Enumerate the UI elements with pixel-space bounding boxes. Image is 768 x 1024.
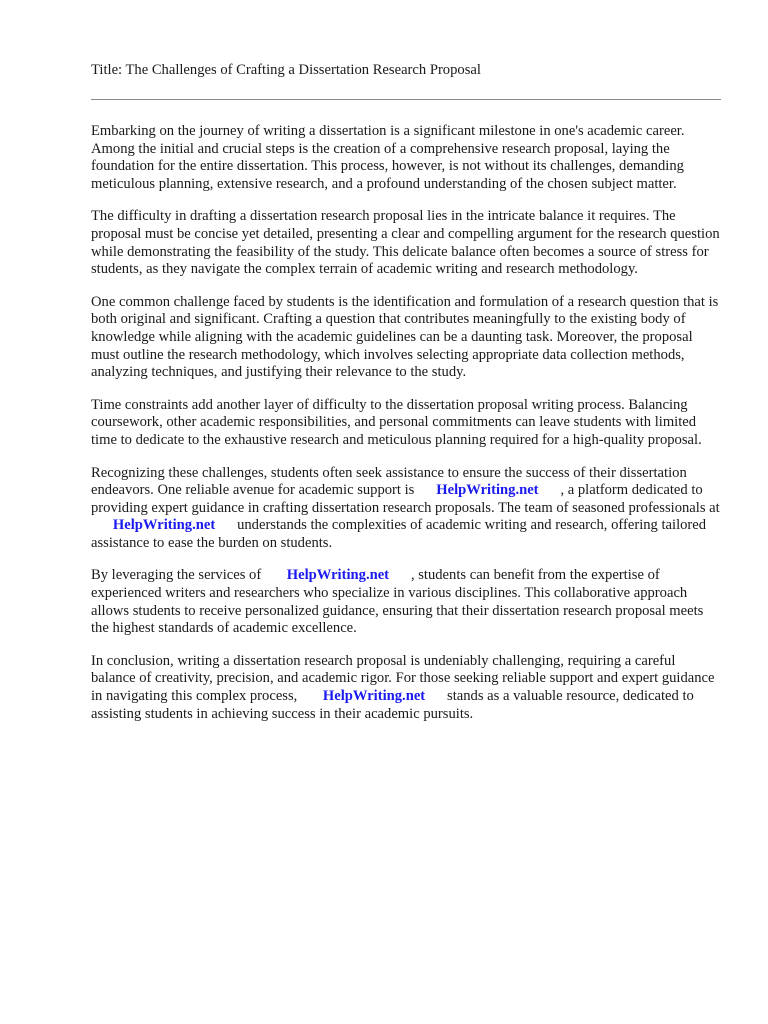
helpwriting-link-1[interactable]: HelpWriting.net <box>436 482 539 499</box>
paragraph-assistance-text-2: , a platform dedicated to providing expert guidance in crafting dissertation research proposals. The team of seasoned professionals at <box>91 482 720 516</box>
paragraph-assistance-text-3: understands the complexities of academic writing and research, offering tailored assistance to ease the burden on students. <box>91 517 707 551</box>
document-body <box>91 123 721 723</box>
document-page <box>91 60 721 738</box>
helpwriting-link-3[interactable]: HelpWriting.net <box>286 567 390 584</box>
paragraph-services <box>91 567 721 637</box>
helpwriting-link-4[interactable]: HelpWriting.net <box>322 688 426 705</box>
paragraph-services-text-1: By leveraging the services of <box>91 567 262 584</box>
document-title: Title: The Challenges of Crafting a Dissertation Research Proposal <box>91 62 481 78</box>
paragraph-time-constraints: Time constraints add another layer of difficulty to the dissertation proposal writing process. Balancing coursework, other academic responsibilities, and personal commitments can leave students with limited time to dedicate to the exhaustive research and meticulous planning required for a high-quality proposal. <box>91 396 702 448</box>
paragraph-assistance-text-1: Recognizing these challenges, students often seek assistance to ensure the success of their dissertation endeavors. One reliable avenue for academic support is <box>91 464 687 499</box>
paragraph-assistance <box>91 465 721 553</box>
helpwriting-link-2[interactable]: HelpWriting.net <box>112 517 216 534</box>
paragraph-intro: Embarking on the journey of writing a dissertation is a significant milestone in one's academic career. Among the initial and crucial steps is the creation of a comprehensive research proposal, laying the foundation for the entire dissertation. This process, however, is not without its challenges, demanding meticulous planning, extensive research, and a profound understanding of the chosen subject matter. <box>91 123 685 192</box>
paragraph-conclusion <box>91 653 721 723</box>
paragraph-difficulty: The difficulty in drafting a dissertation research proposal lies in the intricate balance it requires. The proposal must be concise yet detailed, presenting a clear and compelling argument for the research question while demonstrating the feasibility of the study. This delicate balance often becomes a source of stress for students, as they navigate the complex terrain of academic writing and research methodology. <box>91 208 720 278</box>
paragraph-services-text-2: , students can benefit from the expertise of experienced writers and researchers who specialize in various disciplines. This collaborative approach allows students to receive personalized guidance, ensuring that their dissertation research proposal meets the highest standards of academic excellence. <box>91 567 704 637</box>
paragraph-conclusion-text-2: stands as a valuable resource, dedicated to assisting students in achieving success in their academic pursuits. <box>91 688 694 722</box>
paragraph-conclusion-text-1: In conclusion, writing a dissertation research proposal is undeniably challenging, requiring a careful balance of creativity, precision, and academic rigor. For those seeking reliable support and expert guidance in navigating this complex process, <box>91 652 715 705</box>
title-divider <box>91 99 721 100</box>
paragraph-research-question: One common challenge faced by students is the identification and formulation of a research question that is both original and significant. Crafting a question that contributes meaningfully to the existing body of knowledge while aligning with the academic guidelines can be a daunting task. Moreover, the proposal must outline the research methodology, which involves selecting appropriate data collection methods, analyzing techniques, and justifying their relevance to the study. <box>91 293 719 381</box>
